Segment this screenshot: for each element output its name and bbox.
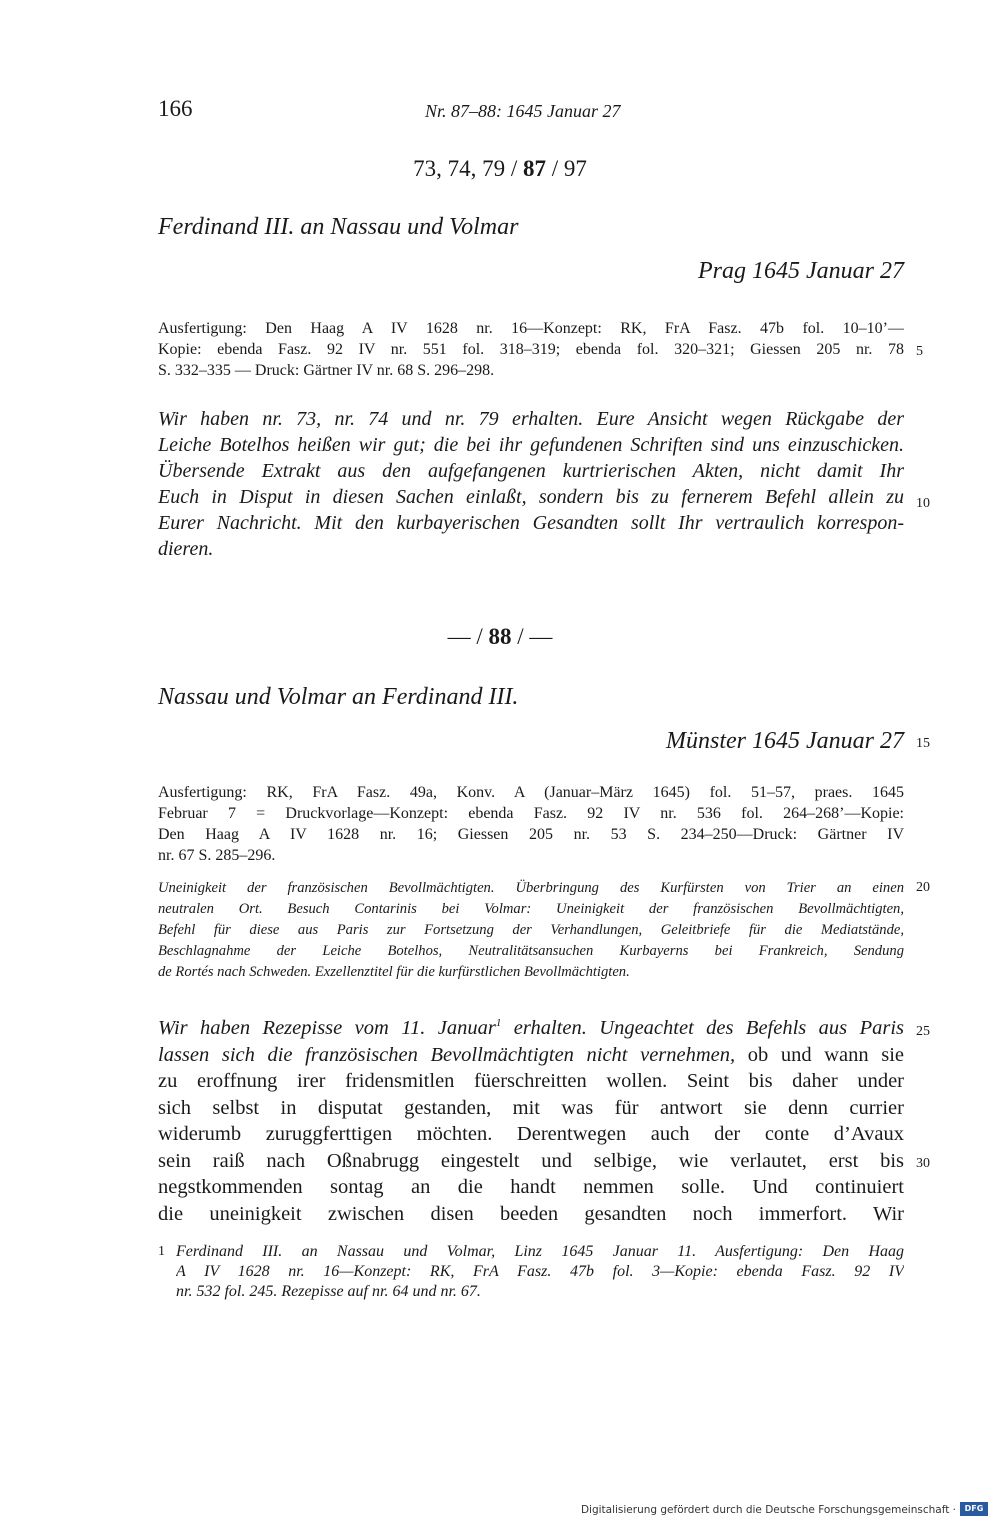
doc87-nav-current: 87 xyxy=(523,156,546,181)
margin-line-number: 30 xyxy=(916,1156,930,1171)
page-number: 166 xyxy=(158,96,193,121)
doc87-title: Ferdinand III. an Nassau und Volmar xyxy=(158,214,519,240)
doc88-nav-prefix: — / xyxy=(447,624,489,649)
text-line: Wir haben nr. 73, nr. 74 und nr. 79 erhalten. Eure Ansicht wegen Rückgabe der xyxy=(158,408,904,430)
doc87-nav-suffix: / 97 xyxy=(546,156,587,181)
regest-line: Beschlagnahme der Leiche Botelhos, Neutralitätsansuchen Kurbayerns bei Frankreich, Sendung xyxy=(158,943,904,959)
text-fragment: lassen sich die französischen Bevollmächtigten nicht vernehmen, xyxy=(158,1043,736,1066)
text-line: Leiche Botelhos heißen wir gut; die bei ihr gefundenen Schriften sind uns einzuschicken. xyxy=(158,434,904,456)
text-line: negstkommenden sontag an die handt nemmen solle. Und continuiert xyxy=(158,1176,904,1198)
regest-line: neutralen Ort. Besuch Contarinis bei Volmar: Uneinigkeit der französischen Bevollmächtigten, xyxy=(158,901,904,917)
footnote-line: nr. 532 fol. 245. Rezepisse auf nr. 64 und nr. 67. xyxy=(176,1283,481,1300)
regest-line: Befehl für diese aus Paris zur Fortsetzung der Verhandlungen, Geleitbriefe für die Mediatstände, xyxy=(158,922,904,938)
doc88-text xyxy=(158,1015,904,1227)
running-head: Nr. 87–88: 1645 Januar 27 xyxy=(425,101,621,121)
source-line: Kopie: ebenda Fasz. 92 IV nr. 551 fol. 318–319; ebenda fol. 320–321; Giessen 205 nr. 78 xyxy=(158,341,904,358)
source-line: Den Haag A IV 1628 nr. 16; Giessen 205 nr. 53 S. 234–250—Druck: Gärtner IV xyxy=(158,826,904,843)
doc88-nav-line xyxy=(0,624,1000,650)
text-line xyxy=(158,1042,904,1069)
footnote-line: Ferdinand III. an Nassau und Volmar, Linz 1645 Januar 11. Ausfertigung: Den Haag xyxy=(176,1243,904,1260)
regest-line: Uneinigkeit der französischen Bevollmächtigten. Überbringung des Kurfürsten von Trier an einen xyxy=(158,880,904,896)
doc87-nav-line xyxy=(0,156,1000,182)
footnote-mark: 1 xyxy=(158,1244,165,1259)
text-fragment: ob und wann sie xyxy=(735,1043,904,1066)
regest-line: de Rortés nach Schweden. Exzellenztitel für die kurfürstlichen Bevollmächtigten. xyxy=(158,964,630,980)
margin-line-number: 25 xyxy=(916,1024,930,1039)
text-line: Eurer Nachricht. Mit den kurbayerischen Gesandten sollt Ihr vertraulich korrespon- xyxy=(158,512,904,534)
text-line: dieren. xyxy=(158,538,214,560)
source-line: Ausfertigung: Den Haag A IV 1628 nr. 16—Konzept: RK, FrA Fasz. 47b fol. 10–10’— xyxy=(158,320,904,337)
text-line: Übersende Extrakt aus den aufgefangenen kurtrierischen Akten, nicht damit Ihr xyxy=(158,460,904,482)
margin-line-number: 5 xyxy=(916,344,923,359)
source-line: S. 332–335 — Druck: Gärtner IV nr. 68 S. 296–298. xyxy=(158,362,495,379)
doc87-nav-prefix: 73, 74, 79 / xyxy=(413,156,523,181)
doc87-text xyxy=(158,406,904,562)
doc88-title: Nassau und Volmar an Ferdinand III. xyxy=(158,684,519,710)
text-line: sein raiß nach Oßnabrugg eingestelt und selbige, wie verlautet, erst bis xyxy=(158,1149,904,1172)
doc88-nav-current: 88 xyxy=(488,624,512,649)
text-line: Euch in Disput in diesen Sachen einlaßt, sondern bis zu fernerem Befehl allein zu xyxy=(158,486,904,508)
funding-notice: Digitalisierung gefördert durch die Deutsche Forschungsgemeinschaft · xyxy=(580,1504,956,1516)
doc87-place-date: Prag 1645 Januar 27 xyxy=(698,258,904,284)
text-line: die uneinigkeit zwischen disen beeden gesandten noch immerfort. Wir xyxy=(158,1202,904,1225)
text-line: sich selbst in disputat gestanden, mit was für antwort sie denn currier xyxy=(158,1096,904,1119)
dfg-logo: DFG xyxy=(960,1502,988,1516)
footnote xyxy=(176,1242,904,1302)
margin-line-number: 15 xyxy=(916,736,930,751)
doc87-source xyxy=(158,318,904,381)
doc88-regest xyxy=(158,878,904,983)
footnote-line: A IV 1628 nr. 16—Konzept: RK, FrA Fasz. 47b fol. 3—Kopie: ebenda Fasz. 92 IV xyxy=(176,1263,904,1280)
margin-line-number: 10 xyxy=(916,496,930,511)
text-fragment: erhalten. Ungeachtet des Befehls aus Paris xyxy=(501,1017,904,1039)
text-line: zu eroffnung irer fridensmitlen füerschreitten wollen. Seint bis daher under xyxy=(158,1070,904,1092)
text-line xyxy=(158,1015,904,1042)
doc88-nav-suffix: / — xyxy=(511,624,553,649)
source-line: Ausfertigung: RK, FrA Fasz. 49a, Konv. A (Januar–März 1645) fol. 51–57, praes. 1645 xyxy=(158,784,904,801)
doc88-source xyxy=(158,782,904,866)
margin-line-number: 20 xyxy=(916,880,930,895)
source-line: Februar 7 = Druckvorlage—Konzept: ebenda Fasz. 92 IV nr. 536 fol. 264–268’—Kopie: xyxy=(158,805,904,822)
text-fragment: Wir haben Rezepisse vom 11. Januar xyxy=(158,1017,496,1039)
text-line: widerumb zuruggferttigen möchten. Derentwegen auch der conte d’Avaux xyxy=(158,1123,904,1145)
footnote-ref[interactable]: 1 xyxy=(495,1017,502,1030)
source-line: nr. 67 S. 285–296. xyxy=(158,847,276,864)
doc88-place-date: Münster 1645 Januar 27 xyxy=(666,728,904,754)
